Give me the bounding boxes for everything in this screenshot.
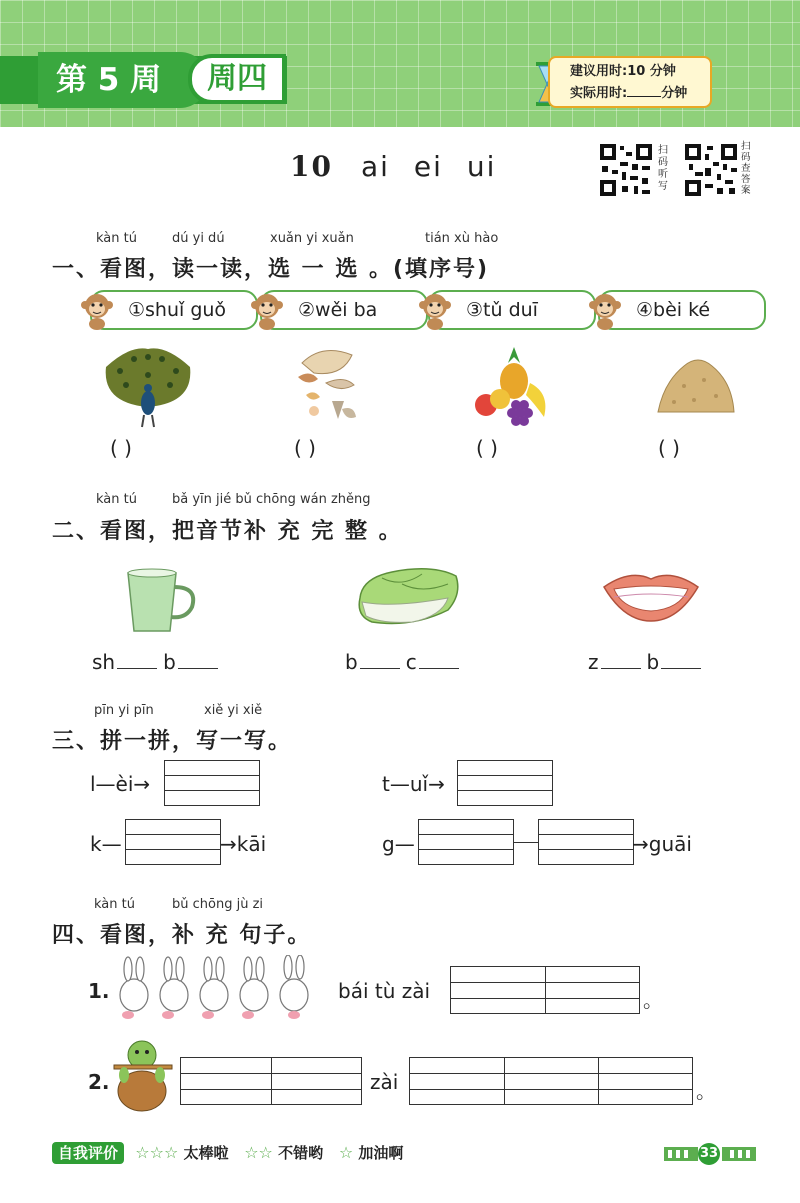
section4-title: 四、看图，补 充 句子。 — [52, 923, 312, 948]
time-box — [548, 56, 712, 108]
shells-picture — [292, 343, 362, 429]
suggested-time: 建议用时:10 分钟 — [570, 64, 676, 79]
qr-code-listen-icon[interactable] — [598, 142, 654, 198]
page-number: 33 — [698, 1143, 720, 1165]
syllable-item-3: z b — [588, 650, 707, 674]
eval-level-1: 太棒啦 — [183, 1144, 229, 1162]
syllable-blank[interactable] — [601, 651, 641, 669]
write-box-tui[interactable] — [457, 760, 553, 806]
item1-text: bái tù zài — [338, 979, 431, 1003]
item2-text: zài — [370, 1070, 399, 1094]
spell-row2-left-start: k— — [90, 832, 122, 856]
qr-listen-caption: 扫码听写 — [658, 145, 668, 192]
lesson-title — [290, 150, 520, 183]
peacock-picture — [100, 345, 196, 429]
answer-paren-1[interactable]: ( ) — [110, 436, 132, 460]
item2-number: 2. — [88, 1070, 110, 1094]
lesson-syllable-ui: ui — [466, 150, 497, 183]
write-box-kai[interactable] — [125, 819, 221, 865]
section2-pinyin: kàn tú bǎ yīn jié bǔ chōng wán zhěng — [96, 492, 371, 507]
page-deco-left-icon — [664, 1145, 698, 1163]
option-1: ①shuǐ guǒ — [90, 290, 258, 330]
turtle-picture — [110, 1035, 176, 1115]
write-box-item1[interactable] — [450, 966, 640, 1014]
section3-pinyin: pīn yi pīn xiě yi xiě — [94, 703, 263, 718]
spell-row1-left: l—èi→ — [90, 772, 151, 796]
lesson-syllable-ei: ei — [413, 150, 443, 183]
week-label: 第 5 周 — [38, 52, 208, 108]
monkey-icon — [588, 292, 622, 330]
eval-level-3: 加油啊 — [358, 1144, 404, 1162]
star-icon[interactable]: ☆ — [338, 1143, 354, 1162]
monkey-icon — [80, 292, 114, 330]
star-icon[interactable]: ☆ — [244, 1143, 259, 1162]
item2-end: 。 — [696, 1079, 716, 1103]
spell-row2-left-end: →kāi — [220, 832, 267, 856]
cabbage-picture — [352, 558, 464, 630]
answer-paren-2[interactable]: ( ) — [294, 436, 316, 460]
spell-row1-right: t—uǐ→ — [382, 772, 445, 796]
page-header — [0, 0, 800, 127]
monkey-icon — [250, 292, 284, 330]
answer-paren-3[interactable]: ( ) — [476, 436, 498, 460]
syllable-blank[interactable] — [117, 651, 157, 669]
eval-level-2: 不错哟 — [278, 1144, 324, 1162]
lesson-syllable-ai: ai — [360, 150, 390, 183]
section4-pinyin: kàn tú bǔ chōng jù zi — [94, 897, 264, 912]
write-box-item2-b[interactable] — [409, 1057, 693, 1105]
star-icon[interactable]: ☆ — [135, 1143, 150, 1162]
actual-time: 实际用时: 分钟 — [570, 83, 710, 105]
syllable-blank[interactable] — [419, 651, 459, 669]
eval-label: 自我评价 — [52, 1142, 124, 1164]
syllable-item-2: b c — [345, 650, 465, 674]
answer-paren-4[interactable]: ( ) — [658, 436, 680, 460]
write-box-lei[interactable] — [164, 760, 260, 806]
write-box-guai-2[interactable] — [538, 819, 634, 865]
write-box-item2-a[interactable] — [180, 1057, 362, 1105]
page-deco-right-icon — [722, 1145, 756, 1163]
connector-line — [514, 842, 538, 843]
section1-pinyin: kàn tú dú yi dú xuǎn yi xuǎn tián xù hào — [96, 231, 499, 246]
section1-title: 一、看图，读一读，选 一 选 。(填序号) — [52, 257, 490, 282]
cup-picture — [122, 565, 204, 637]
fruit-picture — [470, 343, 556, 429]
lips-picture — [600, 565, 702, 625]
spell-row2-right-end: →guāi — [632, 832, 692, 856]
syllable-blank[interactable] — [360, 651, 400, 669]
actual-time-blank[interactable] — [627, 83, 661, 97]
section2-title: 二、看图，把音节补 充 完 整 。 — [52, 519, 403, 544]
option-4: ④bèi ké — [598, 290, 766, 330]
option-3: ③tǔ duī — [428, 290, 596, 330]
star-icon[interactable]: ☆ — [163, 1143, 179, 1162]
section3-title: 三、拼一拼，写一写。 — [52, 729, 293, 754]
item1-number: 1. — [88, 979, 110, 1003]
write-box-guai-1[interactable] — [418, 819, 514, 865]
option-2: ②wěi ba — [260, 290, 428, 330]
self-evaluation — [52, 1142, 403, 1166]
star-icon[interactable]: ☆ — [258, 1143, 273, 1162]
item1-end: 。 — [643, 988, 663, 1012]
spell-row2-right-start: g— — [382, 832, 415, 856]
star-icon[interactable]: ☆ — [149, 1143, 164, 1162]
syllable-blank[interactable] — [178, 651, 218, 669]
lesson-number: 10 — [290, 150, 333, 183]
qr-answer-caption: 扫码查答案 — [741, 141, 751, 196]
rabbits-picture — [112, 955, 318, 1025]
syllable-blank[interactable] — [661, 651, 701, 669]
dirt-mound-picture — [654, 352, 738, 418]
syllable-item-1: sh b — [92, 650, 224, 674]
day-label: 周四 — [188, 54, 286, 104]
qr-code-answer-icon[interactable] — [683, 142, 739, 198]
monkey-icon — [418, 292, 452, 330]
